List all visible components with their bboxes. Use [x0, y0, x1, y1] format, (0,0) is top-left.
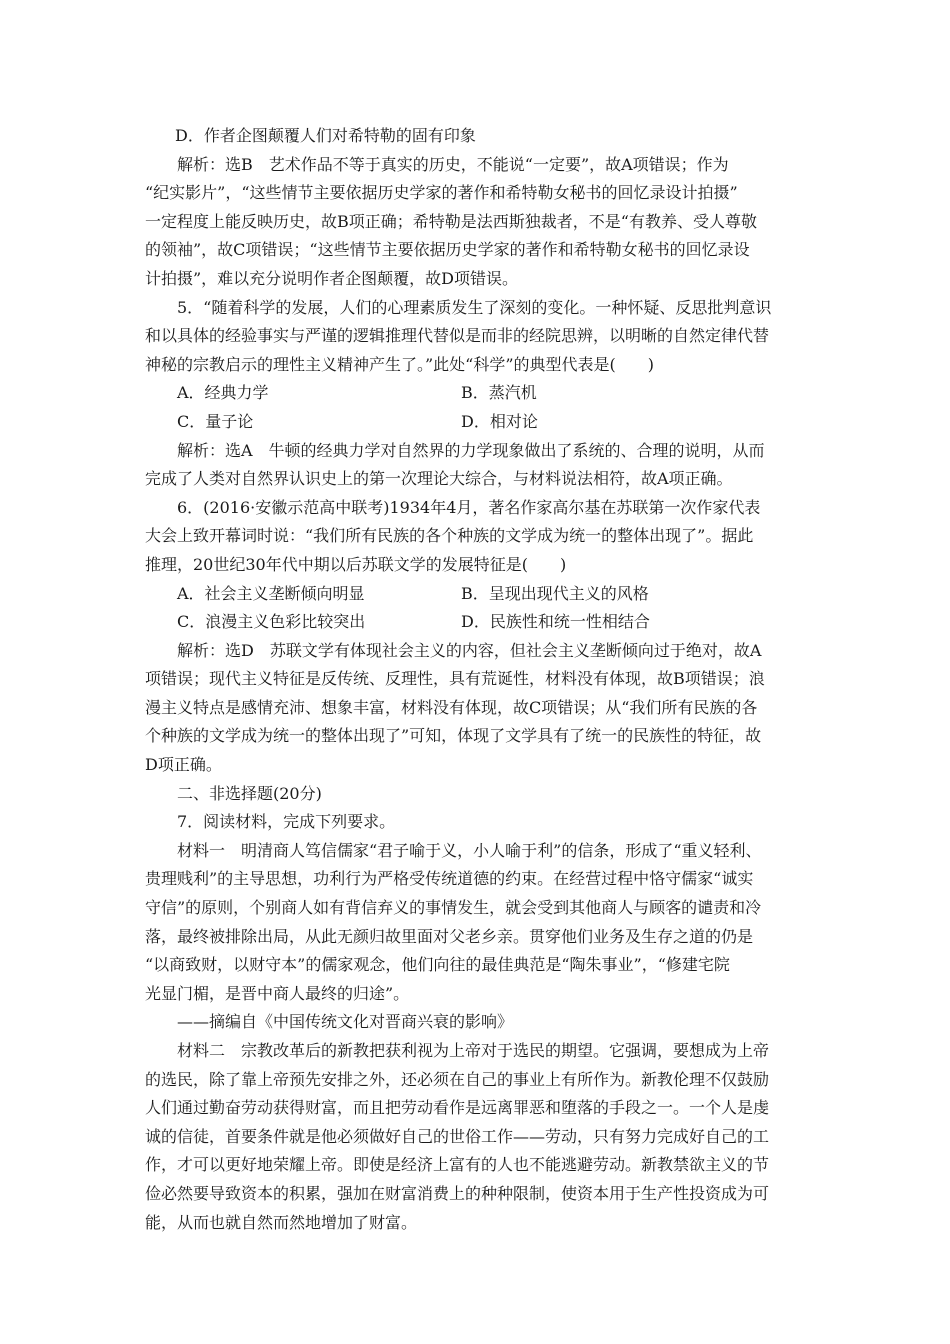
- material-line: 作，才可以更好地荣耀上帝。即使是经济上富有的人也不能逃避劳动。新教禁欲主义的节: [145, 1155, 770, 1175]
- material-line: “以商致财，以财守本”的儒家观念，他们向往的最佳典范是“陶朱事业”，“修建宅院: [145, 955, 730, 975]
- question-prompt: 7．阅读材料，完成下列要求。: [177, 812, 396, 832]
- question-line: 5．“随着科学的发展，人们的心理素质发生了深刻的变化。一种怀疑、反思批判意识: [177, 297, 772, 317]
- option-row: [145, 580, 807, 609]
- material-two: [145, 1037, 807, 1237]
- q5-analysis: [145, 437, 807, 494]
- q4-option-d: D．作者企图颠覆人们对希特勒的固有印象: [175, 126, 476, 145]
- page-content: [145, 122, 807, 1237]
- option-row: [145, 608, 807, 637]
- material-line: 贵理贱利”的主导思想，功利行为严格受传统道德的约束。在经营过程中恪守儒家“诚实: [145, 869, 754, 889]
- analysis-line: 的领袖”，故C项错误；“这些情节主要依据历史学家的著作和希特勒女秘书的回忆录设: [145, 240, 750, 260]
- option-a: A．社会主义垄断倾向明显: [177, 583, 365, 603]
- q6-analysis: [145, 637, 807, 780]
- material-line: 守信”的原则，个别商人如有背信弃义的事情发生，就会受到其他商人与顾客的谴责和冷: [145, 898, 762, 918]
- question-6: [145, 494, 807, 637]
- option-row: [145, 379, 807, 408]
- analysis-line: 解析：选B 艺术作品不等于真实的历史，不能说“一定要”，故A项错误；作为: [177, 154, 729, 174]
- analysis-line: 项错误；现代主义特征是反传统、反理性，具有荒诞性，材料没有体现，故B项错误；浪: [145, 669, 765, 689]
- analysis-line: 完成了人类对自然界认识史上的第一次理论大综合，与材料说法相符，故A项正确。: [145, 469, 733, 489]
- option-d: D．民族性和统一性相结合: [461, 612, 650, 632]
- question-line: 6．(2016·安徽示范高中联考)1934年4月，著名作家高尔基在苏联第一次作家代表: [177, 497, 761, 517]
- option-c: C．浪漫主义色彩比较突出: [177, 612, 366, 632]
- material-source: ——摘编自《中国传统文化对晋商兴衰的影响》: [177, 1012, 514, 1032]
- analysis-line: 个种族的文学成为统一的整体出现了”可知，体现了文学具有了统一的民族性的特征，故: [145, 726, 762, 746]
- material-line: 能，从而也就自然而然地增加了财富。: [145, 1212, 418, 1232]
- question-5: [145, 294, 807, 437]
- material-line: 落，最终被排除出局，从此无颜归故里面对父老乡亲。贯穿他们业务及生存之道的仍是: [145, 926, 754, 946]
- material-line: 材料二 宗教改革后的新教把获利视为上帝对于选民的期望。它强调，要想成为上帝: [177, 1041, 770, 1060]
- analysis-line: 解析：选D 苏联文学有体现社会主义的内容，但社会主义垄断倾向过于绝对，故A: [177, 640, 762, 660]
- material-line: 光显门楣，是晋中商人最终的归途”。: [145, 983, 410, 1003]
- material-line: 材料一 明清商人笃信儒家“君子喻于义，小人喻于利”的信条，形成了“重义轻利、: [177, 840, 762, 860]
- question-line: 神秘的宗教启示的理性主义精神产生了。”此处“科学”的典型代表是( ): [145, 354, 655, 374]
- option-row: [145, 408, 807, 437]
- option-a: A．经典力学: [177, 383, 269, 403]
- analysis-line: 漫主义特点是感情充沛、想象丰富，材料没有体现，故C项错误；从“我们所有民族的各: [145, 697, 758, 717]
- option-d: D．相对论: [461, 411, 538, 431]
- material-line: 俭必然要导致资本的积累，强加在财富消费上的种种限制，使资本用于生产性投资成为可: [145, 1183, 770, 1203]
- option-c: C．量子论: [177, 411, 254, 431]
- analysis-line: 解析：选A 牛顿的经典力学对自然界的力学现象做出了系统的、合理的说明，从而: [177, 440, 765, 460]
- analysis-line: 计拍摄”，难以充分说明作者企图颠覆，故D项错误。: [145, 268, 519, 288]
- material-line: 诚的信徒，首要条件就是他必须做好自己的世俗工作——劳动，只有努力完成好自己的工: [145, 1126, 770, 1146]
- analysis-line: “纪实影片”，“这些情节主要依据历史学家的著作和希特勒女秘书的回忆录设计拍摄”: [145, 183, 738, 203]
- material-one: [145, 837, 807, 1009]
- section-heading: 二、非选择题(20分): [177, 783, 322, 803]
- analysis-line: D项正确。: [145, 755, 222, 775]
- analysis-line: 一定程度上能反映历史，故B项正确；希特勒是法西斯独裁者，不是“有教养、受人尊敬: [145, 211, 757, 231]
- material-line: 的选民，除了靠上帝预先安排之外，还必须在自己的事业上有所作为。新教伦理不仅鼓励: [145, 1069, 770, 1089]
- question-line: 和以具体的经验事实与严谨的逻辑推理代替似是而非的经院思辨，以明晰的自然定律代替: [145, 326, 770, 346]
- material-line: 人们通过勤奋劳动获得财富，而且把劳动看作是远离罪恶和堕落的手段之一。一个人是虔: [145, 1098, 770, 1118]
- question-line: 推理，20世纪30年代中期以后苏联文学的发展特征是( ): [145, 554, 567, 574]
- question-line: 大会上致开幕词时说：“我们所有民族的各个种族的文学成为统一的整体出现了”。据此: [145, 526, 754, 546]
- question-7: [145, 808, 807, 1237]
- option-b: B．蒸汽机: [461, 383, 537, 403]
- option-b: B．呈现出现代主义的风格: [461, 583, 649, 603]
- q4-analysis: [145, 151, 807, 294]
